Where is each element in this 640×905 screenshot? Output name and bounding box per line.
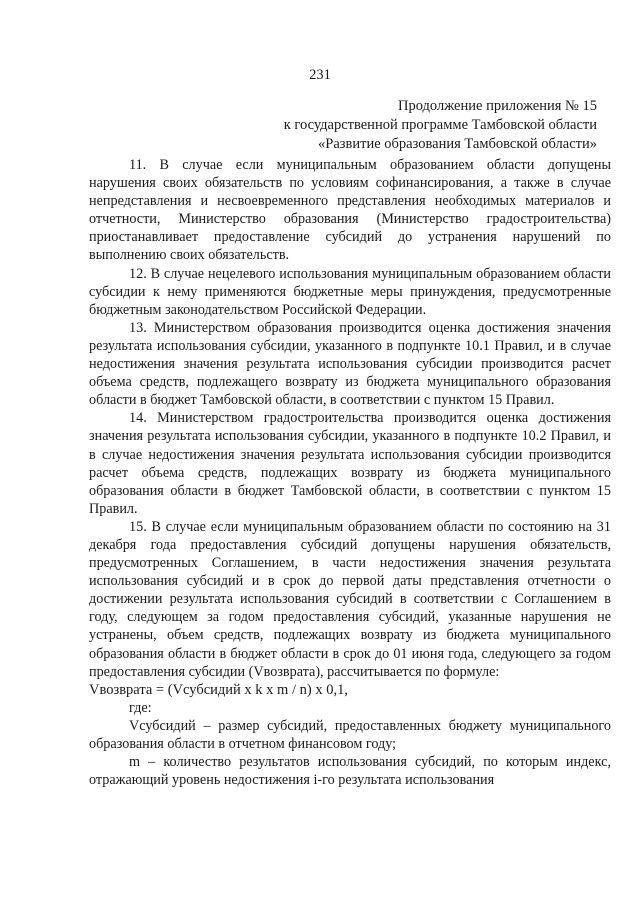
paragraph-14: 14. Министерством градостроительства производится оценка достижения значения результата использования субсидии, указанного в подпункте 10.2 Правил, и в случае недостижения значения результата использования субсидии производится расчет объема средств, подлежащих возврату из бюджета муниципального образования области в бюджет Тамбовской области, в соответствии с пунктом 15 Правил.: [89, 410, 611, 517]
header-line-2: к государственной программе Тамбовской области: [283, 117, 597, 133]
header-line-1: Продолжение приложения № 15: [398, 98, 597, 114]
formula: Vвозврата = (Vсубсидий x k x m / n) x 0,1,: [89, 681, 348, 698]
paragraph-13: 13. Министерством образования производится оценка достижения значения результата использования субсидии, указанного в подпункте 10.1 Правил, и в случае недостижения значения результата использования субсидии производится расчет объема средств, подлежащего возврату из бюджета муниципального образования области в бюджет Тамбовской области, в соответствии с пунктом 15 Правил.: [89, 319, 611, 409]
page-number: 231: [309, 67, 331, 83]
paragraph-11: 11. В случае если муниципальным образованием области допущены нарушения своих обязательств по условиям софинансирования, а также в случае непредставления и несвоевременного представления необходимых материалов и отчетности, Министерство образования (Министерство градостроительства) приостанавливает предоставление субсидий до устранения нарушений по выполнению своих обязательств.: [89, 157, 611, 264]
paragraph-15: 15. В случае если муниципальным образованием области по состоянию на 31 декабря года предоставления субсидий допущены нарушения обязательств, предусмотренных Соглашением, в части недостижения значения результата использования субсидий и в срок до первой даты представления отчетности о достижении результата использования субсидий в соответствии с Соглашением в году, следующем за годом предоставления субсидий, указанные нарушения не устранены, объем средств, подлежащих возврату из бюджета муниципального образования области в бюджет области в срок до 01 июня года, следующего за годом предоставления субсидии (Vвозврата), рассчитывается по формуле:: [89, 518, 611, 680]
definition-v-subsidy: Vсубсидий – размер субсидий, предоставленных бюджету муниципального образования области в отчетном финансовом году;: [89, 717, 611, 752]
where-label: где:: [129, 699, 152, 716]
header-line-3: «Развитие образования Тамбовской области»: [318, 136, 597, 152]
paragraph-12: 12. В случае нецелевого использования муниципальным образованием области субсидии к нему применяются бюджетные меры принуждения, предусмотренные бюджетным законодательством Российской Федерации.: [89, 265, 611, 318]
document-body: [89, 156, 611, 789]
appendix-header: [237, 97, 597, 154]
definition-m: m – количество результатов использования субсидий, по которым индекс, отражающий уровень недостижения i-го результата использования: [89, 754, 611, 789]
